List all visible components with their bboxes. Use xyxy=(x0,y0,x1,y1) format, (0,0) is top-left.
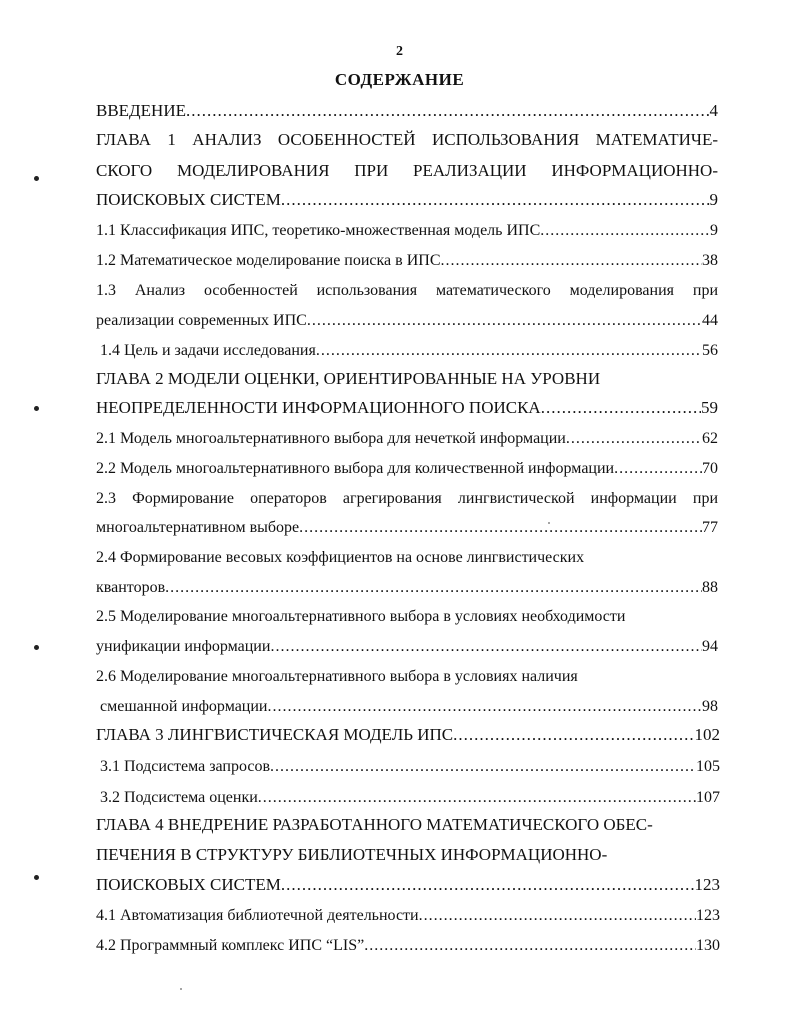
leader-dots xyxy=(566,429,702,449)
scan-speck xyxy=(180,988,182,990)
toc-entry-text: 2.1 Модель многоальтернативного выбора для нечеткой информации xyxy=(96,430,566,447)
toc-section-3-2[interactable] xyxy=(100,788,720,808)
toc-entry-text: 4.2 Программный комплекс ИПС “LIS” xyxy=(96,937,365,954)
toc-page-number: 94 xyxy=(702,638,718,655)
toc-section-2-4-line-2[interactable] xyxy=(96,578,718,598)
toc-chapter-1-line-1[interactable]: ГЛАВА 1 АНАЛИЗ ОСОБЕННОСТЕЙ ИСПОЛЬЗОВАНИЯ МАТЕМАТИЧЕ- xyxy=(96,130,718,149)
toc-section-2-6-line-1[interactable]: 2.6 Моделирование многоальтернативного выбора в условиях наличия xyxy=(96,668,578,685)
leader-dots xyxy=(614,459,702,479)
toc-page-number: 107 xyxy=(696,789,720,806)
leader-dots xyxy=(281,875,695,895)
scan-speck xyxy=(548,522,550,524)
leader-dots xyxy=(307,311,702,331)
toc-entry-text: многоальтернативном выборе xyxy=(96,519,300,536)
toc-section-4-1[interactable] xyxy=(96,906,720,926)
toc-section-2-3-line-1[interactable]: 2.3 Формирование операторов агрегирования лингвистической информации при xyxy=(96,490,718,507)
toc-page-number: 9 xyxy=(710,222,718,239)
leader-dots xyxy=(419,906,696,926)
toc-section-2-1[interactable] xyxy=(96,429,718,449)
leader-dots xyxy=(165,578,702,598)
toc-page-number: 105 xyxy=(696,758,720,775)
toc-section-3-1[interactable] xyxy=(100,757,720,777)
toc-section-2-6-line-2[interactable] xyxy=(100,697,718,717)
toc-entry-text: 3.2 Подсистема оценки xyxy=(100,789,258,806)
leader-dots xyxy=(299,518,702,538)
toc-entry-text: 1.4 Цель и задачи исследования xyxy=(100,342,316,359)
toc-section-1-3-line-1[interactable]: 1.3 Анализ особенностей использования математического моделирования при xyxy=(96,282,718,299)
page-title: СОДЕРЖАНИЕ xyxy=(334,70,465,89)
margin-bullet-mark xyxy=(34,875,39,880)
leader-dots xyxy=(186,101,710,121)
toc-chapter-2-line-1[interactable]: ГЛАВА 2 МОДЕЛИ ОЦЕНКИ, ОРИЕНТИРОВАННЫЕ НА УРОВНИ xyxy=(96,369,601,388)
toc-entry-text: ПОИСКОВЫХ СИСТЕМ xyxy=(96,190,281,209)
toc-section-2-5-line-2[interactable] xyxy=(96,637,718,657)
toc-chapter-4-line-2[interactable]: ПЕЧЕНИЯ В СТРУКТУРУ БИБЛИОТЕЧНЫХ ИНФОРМАЦИОННО- xyxy=(96,845,608,864)
toc-chapter-4-line-3[interactable] xyxy=(96,875,720,895)
margin-bullet-mark xyxy=(34,176,39,181)
margin-bullet-mark xyxy=(34,406,39,411)
toc-section-2-2[interactable] xyxy=(96,459,718,479)
leader-dots xyxy=(441,251,703,271)
toc-chapter-2-line-2[interactable] xyxy=(96,398,718,418)
toc-entry-text: 1.1 Классификация ИПС, теоретико-множественная модель ИПС xyxy=(96,222,541,239)
leader-dots xyxy=(270,757,696,777)
toc-page-number: 130 xyxy=(696,937,720,954)
leader-dots xyxy=(258,788,696,808)
toc-entry-text: унификации информации xyxy=(96,638,271,655)
toc-page-number: 88 xyxy=(702,579,718,596)
toc-entry-text: ВВЕДЕНИЕ xyxy=(96,101,186,120)
toc-entry-text: НЕОПРЕДЕЛЕННОСТИ ИНФОРМАЦИОННОГО ПОИСКА xyxy=(96,398,541,417)
toc-page-number: 123 xyxy=(696,907,720,924)
page-number: 2 xyxy=(396,44,403,59)
toc-entry-text: ПОИСКОВЫХ СИСТЕМ xyxy=(96,875,281,894)
leader-dots xyxy=(364,936,696,956)
toc-section-2-5-line-1[interactable]: 2.5 Моделирование многоальтернативного выбора в условиях необходимости xyxy=(96,608,626,625)
toc-page-number: 44 xyxy=(702,312,718,329)
toc-entry-text: кванторов xyxy=(96,579,166,596)
toc-entry-text: 2.2 Модель многоальтернативного выбора для количественной информации xyxy=(96,460,615,477)
toc-entry-text: реализации современных ИПС xyxy=(96,312,307,329)
toc-section-1-4[interactable] xyxy=(100,341,718,361)
toc-page-number: 77 xyxy=(702,519,718,536)
leader-dots xyxy=(540,221,710,241)
toc-page-number: 38 xyxy=(702,252,718,269)
margin-bullet-mark xyxy=(34,645,39,650)
leader-dots xyxy=(453,725,694,745)
leader-dots xyxy=(316,341,702,361)
toc-page-number: 98 xyxy=(702,698,718,715)
toc-page-number: 62 xyxy=(702,430,718,447)
toc-page-number: 59 xyxy=(701,398,718,417)
toc-entry-text: 3.1 Подсистема запросов xyxy=(100,758,271,775)
leader-dots xyxy=(270,637,702,657)
toc-entry-text: 1.2 Математическое моделирование поиска в ИПС xyxy=(96,252,441,269)
toc-chapter-4-line-1[interactable]: ГЛАВА 4 ВНЕДРЕНИЕ РАЗРАБОТАННОГО МАТЕМАТИЧЕСКОГО ОБЕС- xyxy=(96,815,653,834)
toc-section-1-2[interactable] xyxy=(96,251,718,271)
toc-chapter-1-line-2[interactable]: СКОГО МОДЕЛИРОВАНИЯ ПРИ РЕАЛИЗАЦИИ ИНФОРМАЦИОННО- xyxy=(96,161,718,180)
toc-entry-text: 4.1 Автоматизация библиотечной деятельности xyxy=(96,907,419,924)
leader-dots xyxy=(541,398,701,418)
toc-page-number: 123 xyxy=(694,875,720,894)
toc-chapter-3[interactable] xyxy=(96,725,720,745)
leader-dots xyxy=(281,190,710,210)
toc-entry-text: смешанной информации xyxy=(100,698,268,715)
toc-entry-text: ГЛАВА 3 ЛИНГВИСТИЧЕСКАЯ МОДЕЛЬ ИПС xyxy=(96,725,454,744)
toc-page-number: 70 xyxy=(702,460,718,477)
toc-section-1-1[interactable] xyxy=(96,221,718,241)
toc-section-1-3-line-2[interactable] xyxy=(96,311,718,331)
toc-entry-intro[interactable] xyxy=(96,101,718,121)
toc-section-2-3-line-2[interactable] xyxy=(96,518,718,538)
leader-dots xyxy=(268,697,703,717)
toc-page-number: 4 xyxy=(709,101,718,120)
toc-section-4-2[interactable] xyxy=(96,936,720,956)
toc-page-number: 102 xyxy=(694,725,720,744)
toc-page-number: 9 xyxy=(709,190,718,209)
toc-page-number: 56 xyxy=(702,342,718,359)
toc-section-2-4-line-1[interactable]: 2.4 Формирование весовых коэффициентов на основе лингвистических xyxy=(96,549,585,566)
toc-chapter-1-line-3[interactable] xyxy=(96,190,718,210)
